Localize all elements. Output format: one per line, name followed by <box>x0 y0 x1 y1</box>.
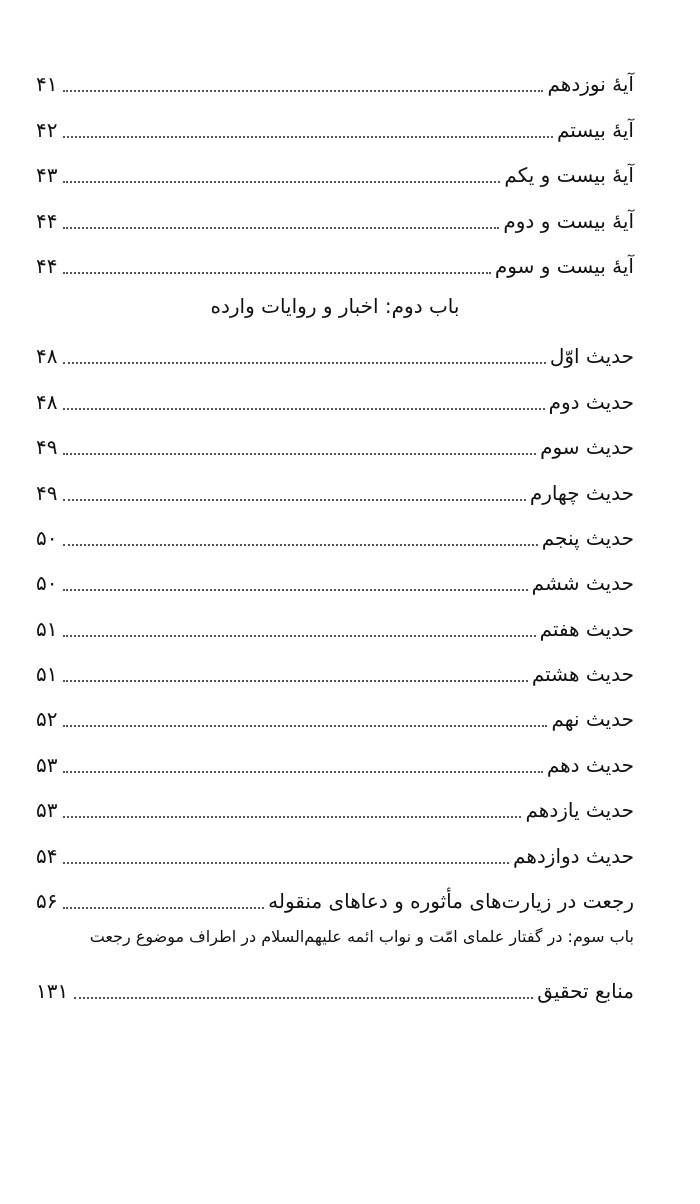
toc-entry-page: ۵۱ <box>36 616 58 641</box>
toc-entry <box>36 646 634 691</box>
dot-leader <box>63 907 264 909</box>
toc-entry-title: حدیث هشتم <box>531 662 634 687</box>
toc-entry-title: آیهٔ بیست و یکم <box>504 163 634 188</box>
toc-entry <box>36 736 634 781</box>
dot-leader <box>63 862 509 864</box>
toc-entry <box>36 373 634 418</box>
toc-entry-title: حدیث دوم <box>548 389 634 414</box>
toc-entry <box>36 192 634 237</box>
dot-leader <box>63 544 537 546</box>
dot-leader <box>63 227 499 229</box>
toc-entry-title: حدیث یازدهم <box>525 798 634 823</box>
toc-entry <box>36 873 634 918</box>
dot-leader <box>63 816 521 818</box>
dot-leader <box>63 362 545 364</box>
dot-leader <box>63 408 544 410</box>
toc-entry-page: ۵۰ <box>36 525 58 550</box>
toc-entry-page: ۵۱ <box>36 662 58 687</box>
toc-entry <box>36 827 634 872</box>
dot-leader <box>63 499 525 501</box>
toc-entry-title: آیهٔ نوزدهم <box>547 72 634 97</box>
chapter-heading: باب سوم: در گفتار علمای امّت و نواب ائمه علیهم‌السلام در اطراف موضوع رجعت <box>89 927 634 947</box>
toc-entry-title: آیهٔ بیستم <box>557 117 634 142</box>
toc-entry-title: حدیث سوم <box>540 435 634 460</box>
dot-leader <box>74 997 533 999</box>
toc-entry-page: ۵۳ <box>36 752 58 777</box>
dot-leader <box>63 680 527 682</box>
toc-entry <box>36 147 634 192</box>
toc-entry-page: ۴۸ <box>36 389 58 414</box>
toc-entry-page: ۵۰ <box>36 571 58 596</box>
toc-entry-page: ۵۴ <box>36 843 58 868</box>
toc-entry-page: ۵۲ <box>36 707 58 732</box>
dot-leader <box>63 90 543 92</box>
toc-entry-page: ۴۱ <box>36 72 58 97</box>
toc-entry <box>36 600 634 645</box>
toc-entry-page: ۴۲ <box>36 117 58 142</box>
dot-leader <box>63 725 547 727</box>
toc-entry <box>36 555 634 600</box>
toc-entry-title: حدیث ششم <box>531 571 634 596</box>
toc-entry-title: حدیث پنجم <box>541 525 634 550</box>
toc-entry-page: ۴۴ <box>36 253 58 278</box>
toc-entry-title: حدیث نهم <box>551 707 634 732</box>
toc-entry <box>36 328 634 373</box>
dot-leader <box>63 136 553 138</box>
toc-entry <box>36 238 634 283</box>
toc-entry <box>36 963 634 1008</box>
toc-entry-title: حدیث دوازدهم <box>513 843 634 868</box>
toc-entry-title: حدیث اوّل <box>549 344 634 369</box>
toc-entry-title: آیهٔ بیست و سوم <box>494 253 634 278</box>
toc-entry-title: حدیث چهارم <box>529 480 634 505</box>
toc-entry-title: رجعت در زیارت‌های مأثوره و دعاهای منقوله <box>268 889 634 914</box>
toc-entry-page: ۴۹ <box>36 480 58 505</box>
dot-leader <box>63 635 535 637</box>
toc-entry <box>36 101 634 146</box>
toc-entry-page: ۵۳ <box>36 798 58 823</box>
toc-entry-page: ۴۸ <box>36 344 58 369</box>
toc-entry-page: ۴۹ <box>36 435 58 460</box>
dot-leader <box>63 272 490 274</box>
toc-entry <box>36 691 634 736</box>
toc-entry-page: ۴۴ <box>36 208 58 233</box>
dot-leader <box>63 453 536 455</box>
dot-leader <box>63 589 527 591</box>
toc-entry <box>36 464 634 509</box>
toc-entry-page: ۱۳۱ <box>36 979 69 1004</box>
chapter-heading: باب دوم: اخبار و روایات وارده <box>210 293 460 318</box>
toc-entry-title: حدیث دهم <box>546 752 634 777</box>
toc-entry-page: ۴۳ <box>36 163 58 188</box>
toc-entry <box>36 510 634 555</box>
toc-entry <box>36 56 634 101</box>
dot-leader <box>63 771 542 773</box>
toc-entry-page: ۵۶ <box>36 889 58 914</box>
toc-entry <box>36 782 634 827</box>
toc-entry-title: منابع تحقیق <box>537 979 634 1004</box>
toc-entry-title: آیهٔ بیست و دوم <box>503 208 634 233</box>
toc-entry <box>36 419 634 464</box>
toc-entry-title: حدیث هفتم <box>539 616 634 641</box>
dot-leader <box>63 181 500 183</box>
